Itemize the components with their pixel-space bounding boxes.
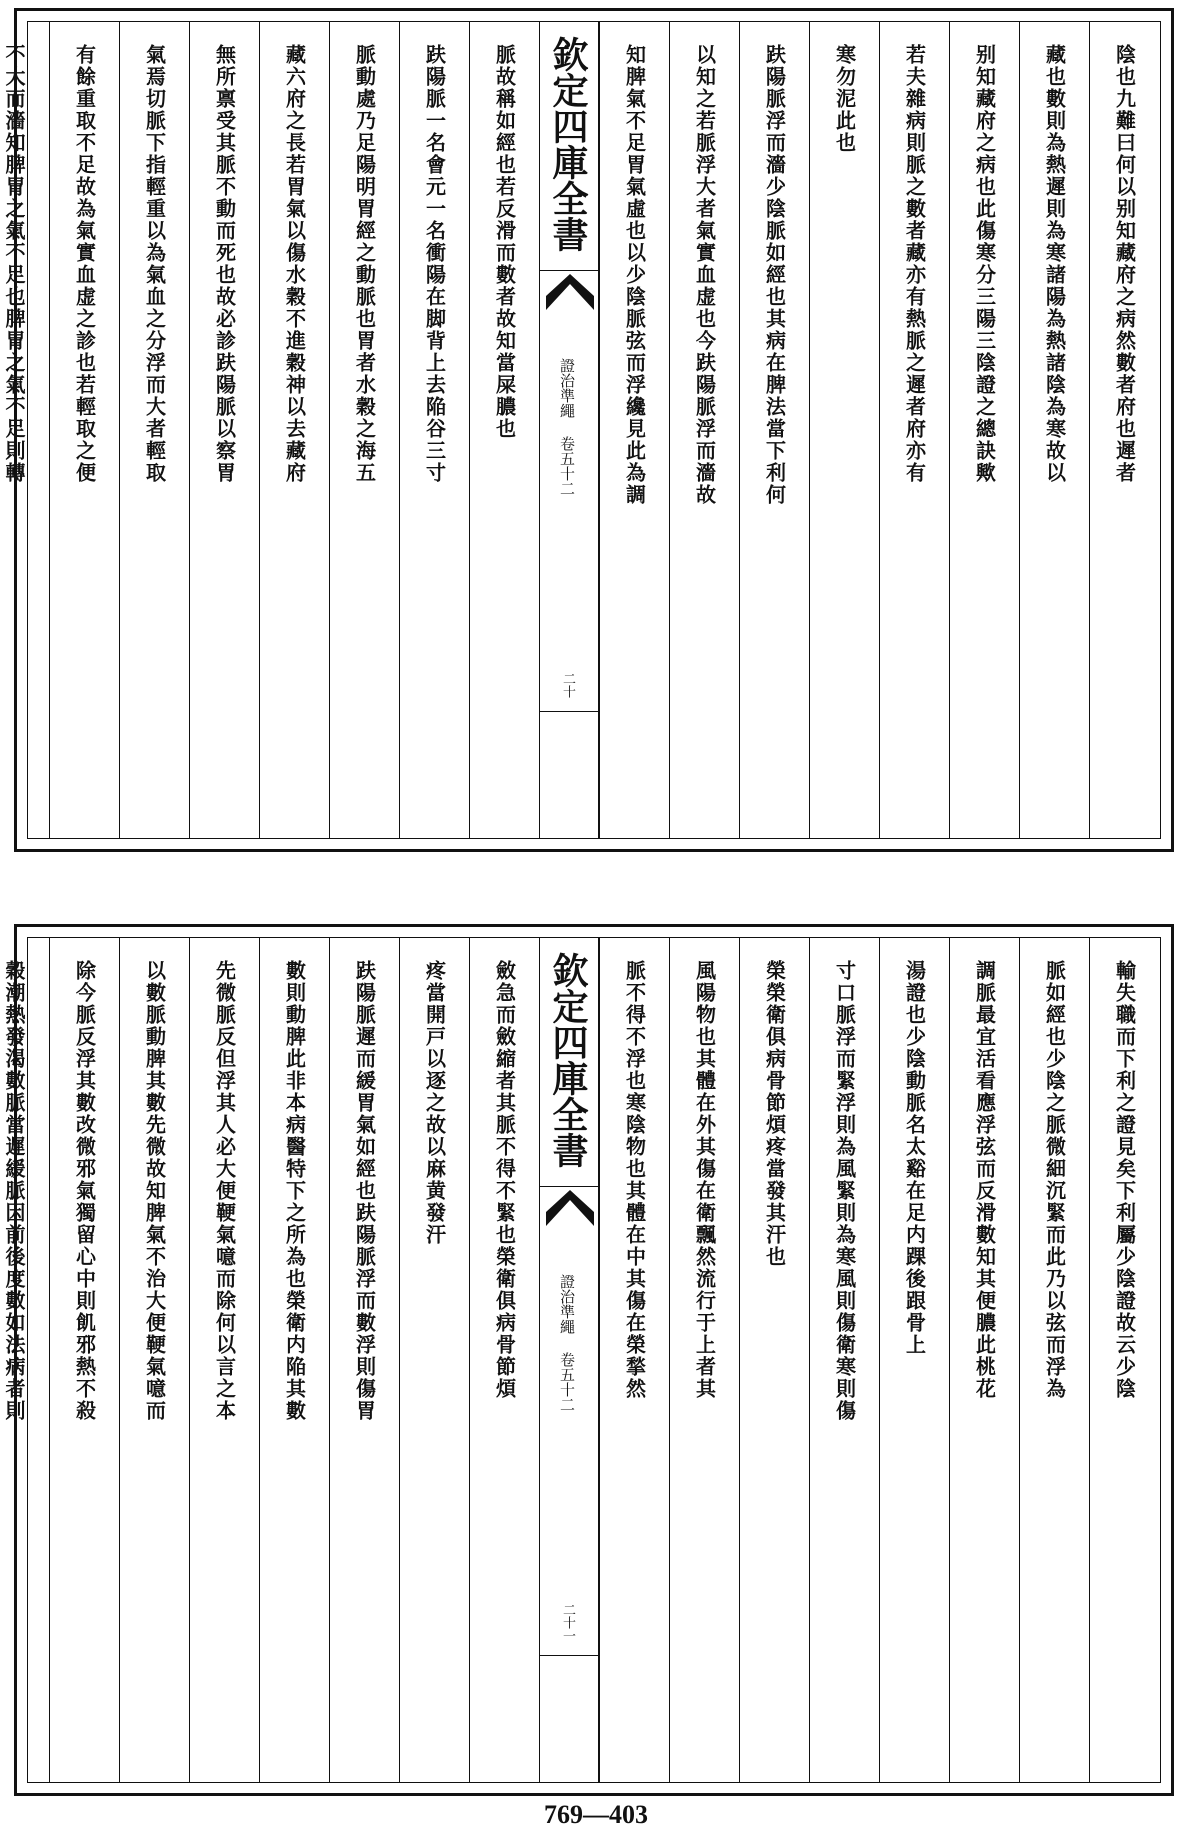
text-column [949,22,1019,838]
column-text: 榮榮衛俱病骨節煩疼當發其汗也 [762,960,787,1268]
book-title: 欽定四庫全書 [547,952,589,1168]
text-column [809,938,879,1782]
text-column [329,938,399,1782]
column-text: 疼當開戸以逐之故以麻黄發汗 [422,960,447,1246]
column-text: 以知之若脈浮大者氣實血虚也今趺陽脈浮而濇故 [692,44,717,506]
center-gutter [539,938,599,1782]
text-column [949,938,1019,1782]
column-text: 脈故稱如經也若反滑而數者故知當屎膿也 [492,44,517,440]
text-column [1019,22,1089,838]
text-column [469,938,539,1782]
column-text: 趺陽脈一名會元一名衝陽在脚背上去陥谷三寸 [422,44,447,484]
column-text: 寒勿泥此也 [832,44,857,154]
text-column [669,22,739,838]
column-text: 藏也數則為熱遲則為寒諸陽為熱諸陰為寒故以 [1042,44,1067,484]
column-text: 趺陽脈浮而濇少陰脈如經也其病在脾法當下利何 [762,44,787,506]
column-text: 脈動處乃足陽明胃經之動脈也胃者水穀之海五 [352,44,377,484]
column-text: 脈不得不浮也寒陰物也其體在中其傷在榮揫然 [622,960,647,1400]
column-text: 知脾氣不足胃氣虛也以少陰脈弦而浮纔見此為調 [622,44,647,506]
column-text: 數則動脾此非本病醫特下之所為也榮衛内陥其數 [282,960,307,1422]
gutter-divider [540,711,598,712]
column-text: 氣焉切脈下指輕重以為氣血之分浮而大者輕取 [142,44,167,484]
text-column [599,938,669,1782]
page-number-footer: 769—403 [544,1800,648,1829]
column-text: 藏六府之長若胃氣以傷水穀不進穀神以去藏府 [282,44,307,484]
column-text: 斂急而斂縮者其脈不得不緊也榮衛俱病骨節煩 [492,960,517,1400]
book-title: 欽定四庫全書 [547,36,589,252]
top-page-frame [2,21,1161,839]
column-text: 寸口脈浮而緊浮則為風緊則為寒風則傷衛寒則傷 [832,960,857,1422]
text-column [1089,938,1159,1782]
text-column [189,22,259,838]
text-column [49,938,119,1782]
column-text: 脈如經也少陰之脈微細沉緊而此乃以弦而浮為 [1042,960,1067,1400]
chapter-label: 證治準繩 卷五十二 [558,1274,576,1412]
column-text: 輸失職而下利之證見矣下利屬少陰證故云少陰 [1112,960,1137,1400]
text-column [329,22,399,838]
text-column [599,22,669,838]
text-column [399,22,469,838]
folio-number: 二十一 [560,1603,575,1642]
bottom-page [2,924,1174,1796]
text-column [259,22,329,838]
column-text: 不大而濇知脾胃之氣不足也脾胃之氣不足則轉 [2,44,26,484]
folio-number: 二十 [560,672,575,698]
column-text: 風陽物也其體在外其傷在衛飄然流行于上者其 [692,960,717,1400]
column-text: 穀潮熱發渴數脈當遲緩脈因前後度數如法病者則 [2,960,26,1422]
fish-tail-mark-icon [546,1190,594,1226]
text-column [809,22,879,838]
top-page [2,8,1174,852]
chapter-label: 證治準繩 卷五十二 [558,358,576,496]
column-text: 無所禀受其脈不動而死也故必診趺陽脈以察胃 [212,44,237,484]
column-text: 以數脈動脾其數先微故知脾氣不治大便鞕氣噫而 [142,960,167,1422]
text-column [879,22,949,838]
column-text: 除今脈反浮其數改微邪氣獨留心中則飢邪熱不殺 [72,960,97,1422]
column-text: 趺陽脈遲而緩胃氣如經也趺陽脈浮而數浮則傷胃 [352,960,377,1422]
text-column [739,938,809,1782]
column-text: 調脈最宜活看應浮弦而反滑數知其便膿此桃花 [972,960,997,1400]
gutter-divider [540,1655,598,1656]
gutter-divider [540,270,598,271]
text-column [739,22,809,838]
column-text: 先微脈反但浮其人必大便鞕氣噫而除何以言之本 [212,960,237,1422]
gutter-divider [540,1186,598,1187]
text-column [119,938,189,1782]
text-column [0,938,49,1782]
text-column [669,938,739,1782]
fish-tail-mark-icon [546,274,594,310]
text-column [1089,22,1159,838]
bottom-page-frame [2,937,1161,1783]
text-column [0,22,49,838]
text-column [119,22,189,838]
text-column [259,938,329,1782]
text-column [469,22,539,838]
column-text: 若夫雜病則脈之數者藏亦有熱脈之遲者府亦有 [902,44,927,484]
text-column [879,938,949,1782]
column-text: 湯證也少陰動脈名太谿在足内踝後跟骨上 [902,960,927,1356]
text-column [399,938,469,1782]
column-text: 有餘重取不足故為氣實血虚之診也若輕取之便 [72,44,97,484]
text-column [1019,938,1089,1782]
text-column [189,938,259,1782]
text-column [49,22,119,838]
column-text: 别知藏府之病也此傷寒分三陽三陰證之總訣歟 [972,44,997,484]
column-text: 陰也九難曰何以别知藏府之病然數者府也遲者 [1112,44,1137,484]
center-gutter [539,22,599,838]
